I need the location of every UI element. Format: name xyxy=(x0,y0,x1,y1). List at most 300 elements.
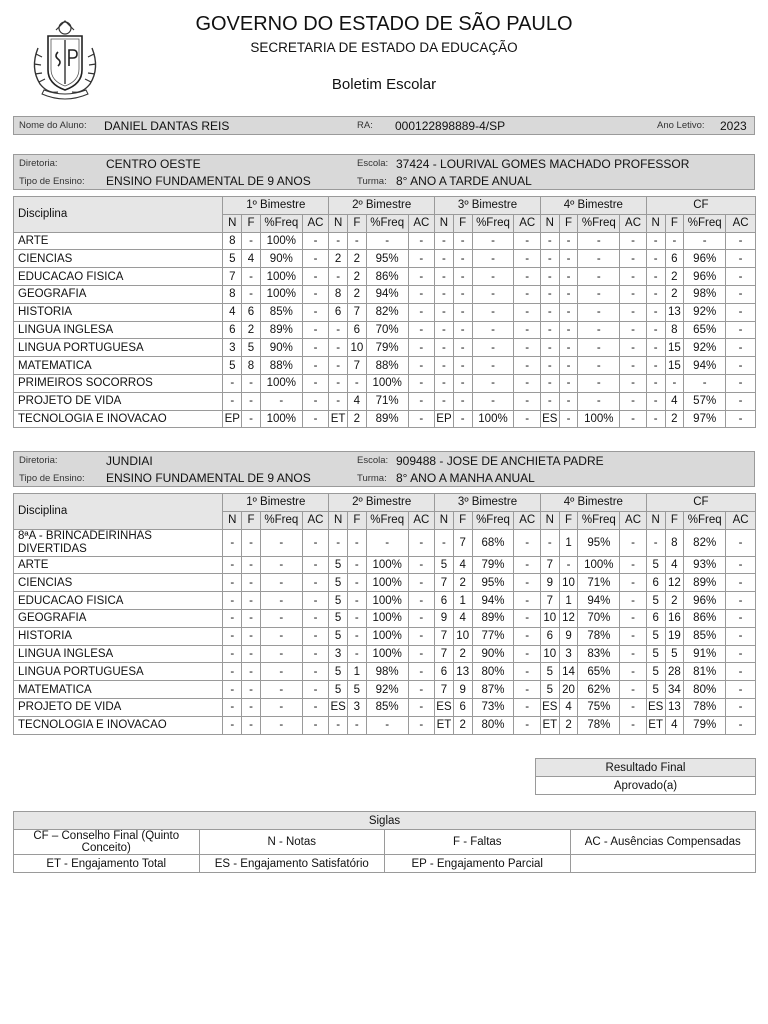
grade-cell: - xyxy=(514,627,541,645)
grade-cell: - xyxy=(514,410,541,428)
grade-cell: 88% xyxy=(260,357,302,375)
grade-cell: - xyxy=(514,529,541,556)
grade-cell: 78% xyxy=(578,716,620,734)
grade-cell: 15 xyxy=(665,357,684,375)
grade-cell: 86% xyxy=(684,609,726,627)
government-title: GOVERNO DO ESTADO DE SÃO PAULO xyxy=(195,13,573,35)
grade-cell: 89% xyxy=(684,574,726,592)
grade-cell: - xyxy=(347,556,366,574)
grade-cell: - xyxy=(453,374,472,392)
ra-value: 000122898889-4/SP xyxy=(395,119,506,133)
grade-cell: - xyxy=(726,392,756,410)
col-ac-header: AC xyxy=(726,214,756,232)
grade-cell: 80% xyxy=(472,716,514,734)
grade-cell: 8 xyxy=(665,529,684,556)
grade-cell: - xyxy=(472,285,514,303)
grade-cell: 2 xyxy=(453,645,472,663)
grade-cell: 92% xyxy=(366,681,408,699)
escola-label: Escola: xyxy=(357,158,389,169)
grade-cell: - xyxy=(302,357,329,375)
grade-cell: 92% xyxy=(684,339,726,357)
grade-cell: - xyxy=(329,529,348,556)
grade-cell: - xyxy=(223,698,242,716)
grade-cell: - xyxy=(408,268,435,286)
grade-cell: 100% xyxy=(366,627,408,645)
grade-cell: - xyxy=(726,556,756,574)
grade-cell: 6 xyxy=(665,250,684,268)
grade-cell: - xyxy=(620,232,647,250)
grade-cell: - xyxy=(302,645,329,663)
grade-cell: 7 xyxy=(453,529,472,556)
grade-cell: - xyxy=(242,392,261,410)
period-header-bim2: 2º Bimestre xyxy=(329,197,435,215)
grade-cell: - xyxy=(435,250,454,268)
grade-cell: - xyxy=(726,268,756,286)
table-row xyxy=(14,374,756,392)
grade-cell: - xyxy=(408,392,435,410)
grade-cell: - xyxy=(242,556,261,574)
grade-cell: - xyxy=(540,529,559,556)
grade-cell: - xyxy=(260,574,302,592)
escola-label: Escola: xyxy=(357,455,389,466)
grade-cell: - xyxy=(302,698,329,716)
grade-cell: - xyxy=(540,392,559,410)
col-freq-header: %Freq xyxy=(684,214,726,232)
grade-cell: - xyxy=(260,645,302,663)
grade-cell: 5 xyxy=(242,339,261,357)
grade-cell: 5 xyxy=(223,357,242,375)
grade-cell: ES xyxy=(329,698,348,716)
grade-cell: - xyxy=(435,268,454,286)
legend-ep: EP - Engajamento Parcial xyxy=(385,855,571,873)
col-freq-header: %Freq xyxy=(472,511,514,529)
grade-cell: - xyxy=(242,374,261,392)
grade-cell: - xyxy=(540,250,559,268)
table-row xyxy=(14,556,756,574)
grade-cell: 100% xyxy=(366,592,408,610)
period-header-cf: CF xyxy=(646,197,755,215)
grade-cell: - xyxy=(726,609,756,627)
disciplina-header: Disciplina xyxy=(14,494,223,530)
grade-cell: - xyxy=(453,392,472,410)
col-n-header: N xyxy=(646,511,665,529)
grade-cell: 1 xyxy=(453,592,472,610)
grade-cell: - xyxy=(726,574,756,592)
grade-cell: - xyxy=(329,339,348,357)
escola-value: 909488 - JOSE DE ANCHIETA PADRE xyxy=(396,454,604,468)
grade-cell: 95% xyxy=(578,529,620,556)
grade-cell: - xyxy=(620,357,647,375)
grade-cell: - xyxy=(435,303,454,321)
grade-cell: - xyxy=(242,529,261,556)
legend-n: N - Notas xyxy=(199,830,385,855)
grade-cell: 100% xyxy=(260,374,302,392)
table-row xyxy=(14,663,756,681)
grade-cell: - xyxy=(260,698,302,716)
grade-cell: 78% xyxy=(578,627,620,645)
grade-cell: - xyxy=(472,268,514,286)
grade-cell: ET xyxy=(329,410,348,428)
grade-cell: 83% xyxy=(578,645,620,663)
grade-cell: 85% xyxy=(684,627,726,645)
grade-cell: - xyxy=(408,592,435,610)
legend-title: Siglas xyxy=(14,812,756,830)
grade-cell: 7 xyxy=(435,574,454,592)
grade-cell: 1 xyxy=(559,529,578,556)
escola-value: 37424 - LOURIVAL GOMES MACHADO PROFESSOR xyxy=(396,157,690,171)
grade-cell: - xyxy=(514,232,541,250)
col-n-header: N xyxy=(435,511,454,529)
grade-cell: ET xyxy=(435,716,454,734)
grade-cell: - xyxy=(223,716,242,734)
grade-cell: - xyxy=(347,529,366,556)
col-freq-header: %Freq xyxy=(578,511,620,529)
grade-cell: - xyxy=(559,374,578,392)
turma-value: 8° ANO A MANHA ANUAL xyxy=(396,471,535,485)
grade-cell: - xyxy=(646,250,665,268)
grade-cell: 85% xyxy=(366,698,408,716)
grade-cell: - xyxy=(223,529,242,556)
grade-cell: - xyxy=(408,410,435,428)
grade-cell: - xyxy=(329,392,348,410)
student-name-label: Nome do Aluno: xyxy=(19,120,87,131)
grade-cell: 2 xyxy=(347,410,366,428)
grade-cell: 75% xyxy=(578,698,620,716)
col-freq-header: %Freq xyxy=(260,214,302,232)
grade-cell: - xyxy=(302,556,329,574)
col-f-header: F xyxy=(559,214,578,232)
grade-cell: 93% xyxy=(684,556,726,574)
grade-cell: - xyxy=(242,268,261,286)
grade-cell: 8 xyxy=(329,285,348,303)
subject-name: EDUCACAO FISICA xyxy=(14,592,223,610)
col-freq-header: %Freq xyxy=(366,214,408,232)
grade-cell: 3 xyxy=(559,645,578,663)
grade-cell: - xyxy=(514,392,541,410)
col-n-header: N xyxy=(329,214,348,232)
period-header-bim4: 4º Bimestre xyxy=(540,494,646,512)
grade-cell: - xyxy=(242,627,261,645)
turma-label: Turma: xyxy=(357,176,387,187)
grade-cell: 94% xyxy=(472,592,514,610)
col-freq-header: %Freq xyxy=(260,511,302,529)
grade-cell: 87% xyxy=(472,681,514,699)
grade-cell: - xyxy=(472,339,514,357)
grade-cell: 96% xyxy=(684,592,726,610)
grade-cell: - xyxy=(242,716,261,734)
col-f-header: F xyxy=(453,214,472,232)
grade-cell: - xyxy=(453,268,472,286)
subject-name: ARTE xyxy=(14,556,223,574)
turma-label: Turma: xyxy=(357,473,387,484)
grade-cell: 5 xyxy=(540,663,559,681)
grade-cell: - xyxy=(408,609,435,627)
grade-cell: - xyxy=(408,698,435,716)
grade-cell: - xyxy=(646,374,665,392)
grade-cell: - xyxy=(302,529,329,556)
grade-cell: - xyxy=(408,645,435,663)
grade-cell: - xyxy=(726,681,756,699)
table-row xyxy=(14,357,756,375)
grade-cell: - xyxy=(540,321,559,339)
col-f-header: F xyxy=(665,214,684,232)
grade-cell: - xyxy=(620,627,647,645)
col-ac-header: AC xyxy=(514,214,541,232)
grade-cell: 5 xyxy=(329,574,348,592)
subject-name: 8ªA - BRINCADEIRINHAS DIVERTIDAS xyxy=(14,529,223,556)
col-ac-header: AC xyxy=(408,511,435,529)
grade-cell: - xyxy=(302,592,329,610)
grades-table-1 xyxy=(13,196,756,428)
col-ac-header: AC xyxy=(302,214,329,232)
grade-cell: - xyxy=(559,339,578,357)
table-row xyxy=(14,303,756,321)
grade-cell: - xyxy=(366,716,408,734)
grade-cell: - xyxy=(260,392,302,410)
grade-cell: - xyxy=(347,574,366,592)
grade-cell: 88% xyxy=(366,357,408,375)
grade-cell: 6 xyxy=(453,698,472,716)
grade-cell: 2 xyxy=(453,716,472,734)
col-n-header: N xyxy=(329,511,348,529)
col-ac-header: AC xyxy=(302,511,329,529)
grade-cell: - xyxy=(559,268,578,286)
grade-cell: - xyxy=(302,250,329,268)
table-row xyxy=(14,627,756,645)
col-ac-header: AC xyxy=(726,511,756,529)
grade-cell: - xyxy=(260,556,302,574)
grade-cell: - xyxy=(726,232,756,250)
grade-cell: 100% xyxy=(366,609,408,627)
grade-cell: 100% xyxy=(366,374,408,392)
grade-cell: 65% xyxy=(578,663,620,681)
grade-cell: 8 xyxy=(242,357,261,375)
turma-value: 8° ANO A TARDE ANUAL xyxy=(396,174,532,188)
grade-cell: 10 xyxy=(540,645,559,663)
grade-cell: 78% xyxy=(684,698,726,716)
grade-cell: 70% xyxy=(366,321,408,339)
col-freq-header: %Freq xyxy=(578,214,620,232)
grade-cell: - xyxy=(514,321,541,339)
grade-cell: 8 xyxy=(223,232,242,250)
final-result-value: Aprovado(a) xyxy=(536,777,756,795)
grade-cell: - xyxy=(540,374,559,392)
grade-cell: 20 xyxy=(559,681,578,699)
grade-cell: - xyxy=(223,681,242,699)
grade-cell: 2 xyxy=(329,250,348,268)
grade-cell: ET xyxy=(646,716,665,734)
grade-cell: 1 xyxy=(347,663,366,681)
grade-cell: - xyxy=(347,374,366,392)
grade-cell: 86% xyxy=(366,268,408,286)
grade-cell: 6 xyxy=(242,303,261,321)
grade-cell: 2 xyxy=(242,321,261,339)
grade-cell: 79% xyxy=(684,716,726,734)
grade-cell: - xyxy=(540,339,559,357)
subject-name: TECNOLOGIA E INOVACAO xyxy=(14,410,223,428)
grade-cell: 7 xyxy=(223,268,242,286)
period-header-bim2: 2º Bimestre xyxy=(329,494,435,512)
grade-cell: 1 xyxy=(559,592,578,610)
grade-cell: - xyxy=(302,574,329,592)
grade-cell: - xyxy=(223,392,242,410)
grade-cell: - xyxy=(435,529,454,556)
grade-cell: 100% xyxy=(578,556,620,574)
grade-cell: - xyxy=(578,374,620,392)
grade-cell: 91% xyxy=(684,645,726,663)
grade-cell: - xyxy=(646,268,665,286)
grade-cell: - xyxy=(620,303,647,321)
grade-cell: - xyxy=(620,321,647,339)
col-freq-header: %Freq xyxy=(684,511,726,529)
grade-cell: 4 xyxy=(347,392,366,410)
grade-cell: 98% xyxy=(684,285,726,303)
grade-cell: - xyxy=(559,410,578,428)
legend-ac: AC - Ausências Compensadas xyxy=(570,830,756,855)
grade-cell: - xyxy=(514,716,541,734)
grade-cell: 4 xyxy=(665,716,684,734)
legend-box xyxy=(13,811,756,873)
grade-cell: - xyxy=(540,357,559,375)
subject-name: HISTORIA xyxy=(14,303,223,321)
final-result-box xyxy=(535,758,756,795)
table-row xyxy=(14,392,756,410)
grade-cell: - xyxy=(578,268,620,286)
grade-cell: 13 xyxy=(665,303,684,321)
col-ac-header: AC xyxy=(620,511,647,529)
col-n-header: N xyxy=(223,214,242,232)
grade-cell: 2 xyxy=(347,250,366,268)
grade-cell: 71% xyxy=(366,392,408,410)
grade-cell: - xyxy=(559,250,578,268)
subject-name: GEOGRAFIA xyxy=(14,609,223,627)
grade-cell: - xyxy=(684,374,726,392)
final-result-label: Resultado Final xyxy=(536,759,756,777)
grade-cell: - xyxy=(453,250,472,268)
grade-cell: - xyxy=(726,374,756,392)
grade-cell: 82% xyxy=(366,303,408,321)
grade-cell: 3 xyxy=(329,645,348,663)
grade-cell: 95% xyxy=(366,250,408,268)
grade-cell: 90% xyxy=(260,250,302,268)
grade-cell: 6 xyxy=(329,303,348,321)
grade-cell: 100% xyxy=(366,645,408,663)
grade-cell: - xyxy=(302,303,329,321)
grade-cell: - xyxy=(514,609,541,627)
grade-cell: - xyxy=(514,698,541,716)
disciplina-header: Disciplina xyxy=(14,197,223,233)
grade-cell: 4 xyxy=(242,250,261,268)
grade-cell: 8 xyxy=(665,321,684,339)
diretoria-label: Diretoria: xyxy=(19,455,58,466)
subject-name: LINGUA INGLESA xyxy=(14,645,223,663)
grade-cell: - xyxy=(453,285,472,303)
grade-cell: 5 xyxy=(329,609,348,627)
grade-cell: 4 xyxy=(559,698,578,716)
table-row xyxy=(14,232,756,250)
table-row xyxy=(14,410,756,428)
grade-cell: - xyxy=(665,232,684,250)
grade-cell: 80% xyxy=(472,663,514,681)
grade-cell: 2 xyxy=(665,285,684,303)
grade-cell: 12 xyxy=(559,609,578,627)
grade-cell: 90% xyxy=(260,339,302,357)
grade-cell: - xyxy=(540,303,559,321)
grade-cell: 5 xyxy=(646,663,665,681)
grade-cell: - xyxy=(302,339,329,357)
grade-cell: - xyxy=(329,716,348,734)
grade-cell: - xyxy=(260,627,302,645)
grade-cell: 5 xyxy=(329,592,348,610)
subject-name: GEOGRAFIA xyxy=(14,285,223,303)
grade-cell: - xyxy=(578,357,620,375)
grade-cell: 68% xyxy=(472,529,514,556)
grade-cell: 5 xyxy=(347,681,366,699)
grade-cell: - xyxy=(620,374,647,392)
grade-cell: - xyxy=(646,303,665,321)
grade-cell: 92% xyxy=(684,303,726,321)
grade-cell: - xyxy=(302,268,329,286)
grade-cell: 100% xyxy=(260,268,302,286)
grade-cell: - xyxy=(646,232,665,250)
grade-cell: 5 xyxy=(646,681,665,699)
grade-cell: - xyxy=(620,681,647,699)
grade-cell: - xyxy=(578,339,620,357)
grade-cell: - xyxy=(223,374,242,392)
grade-cell: - xyxy=(514,268,541,286)
grade-cell: - xyxy=(435,232,454,250)
grade-cell: - xyxy=(620,392,647,410)
grade-cell: - xyxy=(453,339,472,357)
grade-cell: 4 xyxy=(665,556,684,574)
grade-cell: - xyxy=(242,592,261,610)
grade-cell: 6 xyxy=(435,592,454,610)
grade-cell: 62% xyxy=(578,681,620,699)
grade-cell: - xyxy=(223,574,242,592)
col-n-header: N xyxy=(435,214,454,232)
grade-cell: - xyxy=(726,716,756,734)
subject-name: PRIMEIROS SOCORROS xyxy=(14,374,223,392)
table-row xyxy=(14,321,756,339)
document-header xyxy=(0,0,768,110)
grade-cell: - xyxy=(302,663,329,681)
grade-cell: - xyxy=(620,529,647,556)
grade-cell: 5 xyxy=(329,681,348,699)
grade-cell: - xyxy=(726,357,756,375)
grade-cell: - xyxy=(223,592,242,610)
grade-cell: - xyxy=(347,645,366,663)
table-row xyxy=(14,681,756,699)
grade-cell: 100% xyxy=(260,285,302,303)
grade-cell: - xyxy=(540,232,559,250)
grade-cell: - xyxy=(620,250,647,268)
table-row xyxy=(14,268,756,286)
tipo-ensino-value: ENSINO FUNDAMENTAL DE 9 ANOS xyxy=(106,471,311,485)
table-row xyxy=(14,339,756,357)
col-ac-header: AC xyxy=(514,511,541,529)
grade-cell: - xyxy=(408,663,435,681)
grade-cell: 4 xyxy=(665,392,684,410)
grade-cell: - xyxy=(302,609,329,627)
grade-cell: - xyxy=(408,574,435,592)
grade-cell: - xyxy=(726,410,756,428)
grade-cell: - xyxy=(242,698,261,716)
grade-cell: - xyxy=(347,232,366,250)
grade-cell: - xyxy=(453,410,472,428)
col-n-header: N xyxy=(540,214,559,232)
grade-cell: 10 xyxy=(540,609,559,627)
grade-cell: - xyxy=(242,609,261,627)
